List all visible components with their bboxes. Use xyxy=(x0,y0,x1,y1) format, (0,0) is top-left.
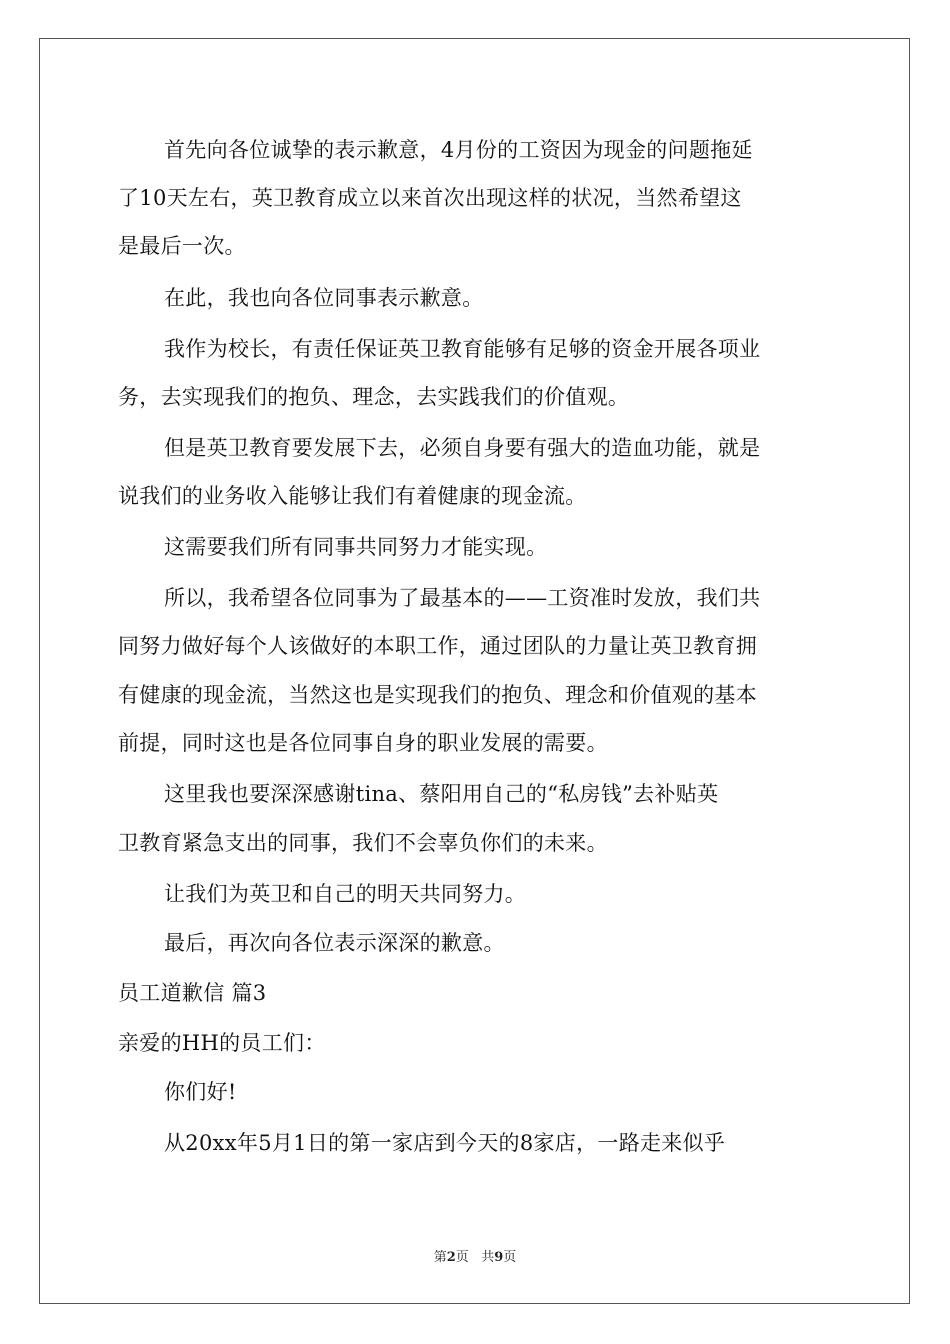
text-line-6: 务，去实现我们的抱负、理念，去实践我们的价值观。 xyxy=(118,385,630,409)
text-line-21: 从20xx年5月1日的第一家店到今天的8家店，一路走来似乎 xyxy=(164,1131,726,1155)
page-number: 2 xyxy=(446,1250,456,1265)
total-prefix: 共 xyxy=(481,1250,495,1265)
text-line-14: 这里我也要深深感谢tina、蔡阳用自己的“私房钱”去补贴英 xyxy=(164,782,719,806)
text-line-3: 是最后一次。 xyxy=(118,234,246,258)
page-prefix: 第 xyxy=(433,1250,447,1265)
text-line-9: 这需要我们所有同事共同努力才能实现。 xyxy=(164,535,548,559)
text-line-2: 了10天左右，英卫教育成立以来首次出现这样的状况，当然希望这 xyxy=(118,186,742,210)
text-line-11: 同努力做好每个人该做好的本职工作，通过团队的力量让英卫教育拥 xyxy=(118,634,757,658)
total-pages: 9 xyxy=(494,1250,504,1265)
text-line-5: 我作为校长，有责任保证英卫教育能够有足够的资金开展各项业 xyxy=(164,337,761,361)
salutation: 亲爱的HH的员工们： xyxy=(118,1031,326,1055)
text-line-13: 前提，同时这也是各位同事自身的职业发展的需要。 xyxy=(118,731,608,755)
text-line-4: 在此，我也向各位同事表示歉意。 xyxy=(164,286,484,310)
text-line-16: 让我们为英卫和自己的明天共同努力。 xyxy=(164,882,527,906)
text-line-7: 但是英卫教育要发展下去，必须自身要有强大的造血功能，就是 xyxy=(164,436,761,460)
total-suffix: 页 xyxy=(503,1250,517,1265)
text-line-1: 首先向各位诚挚的表示歉意，4月份的工资因为现金的问题拖延 xyxy=(164,138,753,162)
text-line-12: 有健康的现金流，当然这也是实现我们的抱负、理念和价值观的基本 xyxy=(118,683,757,707)
page-footer xyxy=(0,1246,950,1265)
text-line-8: 说我们的业务收入能够让我们有着健康的现金流。 xyxy=(118,484,587,508)
page-suffix: 页 xyxy=(455,1250,469,1265)
text-line-10: 所以，我希望各位同事为了最基本的——工资准时发放，我们共 xyxy=(164,586,761,610)
text-line-17: 最后，再次向各位表示深深的歉意。 xyxy=(164,931,505,955)
page-frame xyxy=(39,38,910,1304)
section-heading: 员工道歉信 篇3 xyxy=(118,981,267,1005)
text-line-15: 卫教育紧急支出的同事，我们不会辜负你们的未来。 xyxy=(118,831,608,855)
greeting: 你们好! xyxy=(164,1080,237,1104)
